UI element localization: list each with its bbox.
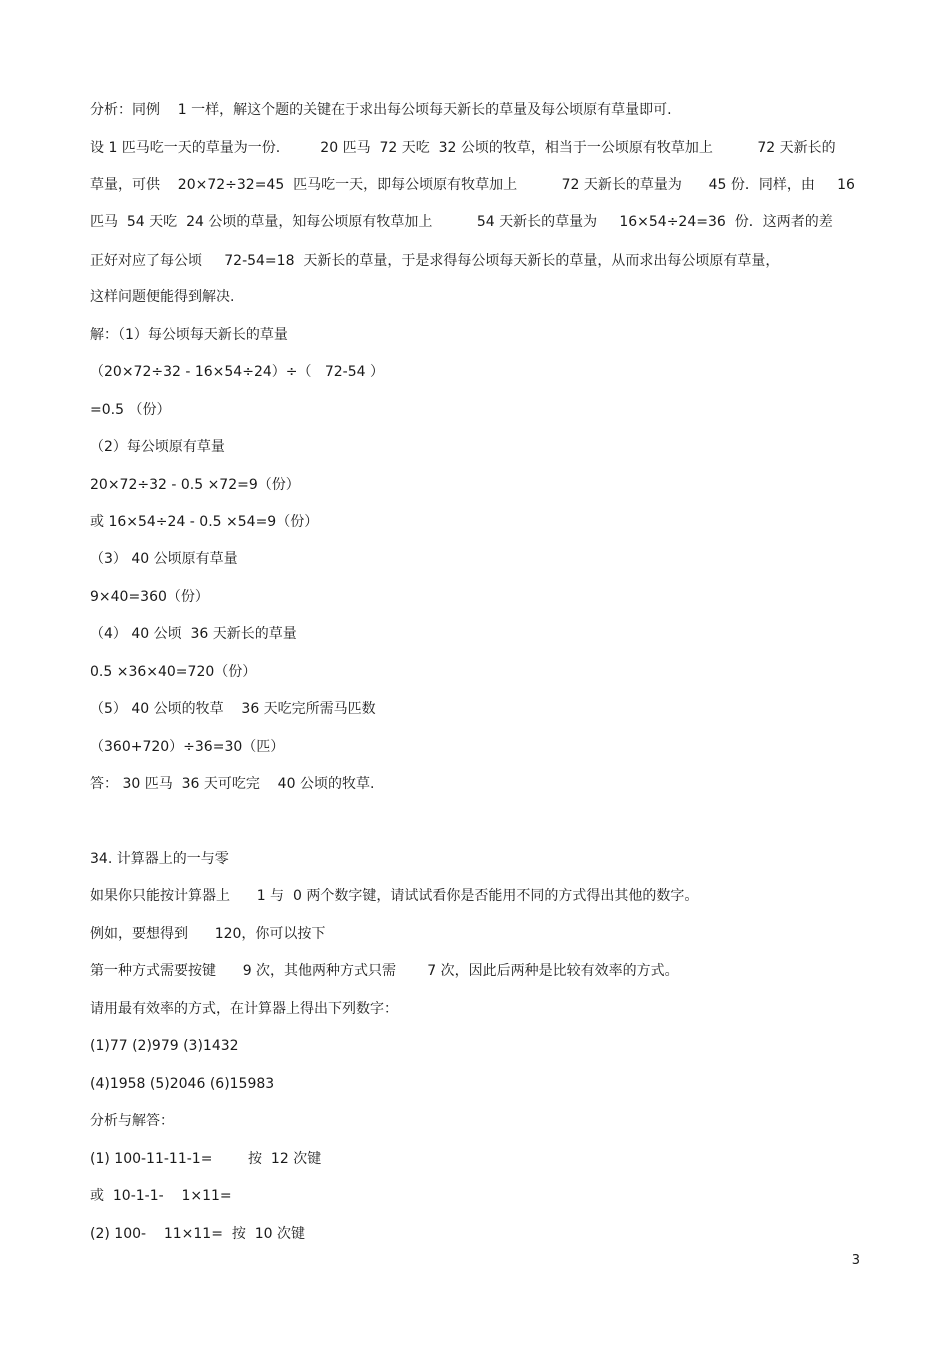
- problem-line: 分析与解答：: [90, 1113, 174, 1129]
- solution-line: （360+720）÷36=30（匹）: [90, 739, 285, 755]
- analysis-line: 正好对应了每公顷 72-54=18 天新长的草量，于是求得每公顷每天新长的草量，从而求出每公顷原有草量，: [90, 253, 780, 269]
- problem-line: 例如，要想得到 120，你可以按下: [90, 926, 326, 942]
- analysis-line: 分析：同例 1 一样，解这个题的关键在于求出每公顷每天新长的草量及每公顷原有草量即可.: [90, 102, 672, 118]
- solution-line: （5） 40 公顷的牧草 36 天吃完所需马匹数: [90, 701, 376, 717]
- analysis-line: 这样问题便能得到解决.: [90, 289, 235, 305]
- solution-line: （20×72÷32 - 16×54÷24）÷（ 72-54 ）: [90, 364, 384, 380]
- solution-line: （2）每公顷原有草量: [90, 439, 225, 455]
- solution-line: （4） 40 公顷 36 天新长的草量: [90, 626, 297, 642]
- solution-line: 0.5 ×36×40=720（份）: [90, 664, 257, 680]
- analysis-line: 草量，可供 20×72÷32=45 匹马吃一天，即每公顷原有牧草加上 72 天新长的草量为 45 份．同样，由 16: [90, 177, 855, 193]
- solution-line: 20×72÷32 - 0.5 ×72=9（份）: [90, 477, 300, 493]
- solution-line: （3） 40 公顷原有草量: [90, 551, 238, 567]
- problem-line: (2) 100- 11×11= 按 10 次键: [90, 1226, 306, 1242]
- problem-line: 请用最有效率的方式，在计算器上得出下列数字：: [90, 1001, 398, 1017]
- analysis-line: 设 1 匹马吃一天的草量为一份. 20 匹马 72 天吃 32 公顷的牧草，相当于一公顷原有牧草加上 72 天新长的: [90, 140, 836, 156]
- answer-line: 答： 30 匹马 36 天可吃完 40 公顷的牧草.: [90, 776, 375, 792]
- problem-title: 34. 计算器上的一与零: [90, 851, 229, 867]
- problem-line: (4)1958 (5)2046 (6)15983: [90, 1076, 275, 1092]
- solution-line: =0.5 （份）: [90, 402, 171, 418]
- problem-line: 或 10-1-1- 1×11=: [90, 1188, 232, 1204]
- solution-line: 或 16×54÷24 - 0.5 ×54=9（份）: [90, 514, 319, 530]
- solution-line: 解：（1）每公顷每天新长的草量: [90, 327, 288, 343]
- problem-line: (1) 100-11-11-1= 按 12 次键: [90, 1151, 322, 1167]
- solution-line: 9×40=360（份）: [90, 589, 209, 605]
- problem-line: 第一种方式需要按键 9 次，其他两种方式只需 7 次，因此后两种是比较有效率的方式。: [90, 963, 679, 979]
- problem-line: 如果你只能按计算器上 1 与 0 两个数字键，请试试看你是否能用不同的方式得出其他的数字。: [90, 888, 699, 904]
- analysis-line: 匹马 54 天吃 24 公顷的草量，知每公顷原有牧草加上 54 天新长的草量为 16×54÷24=36 份．这两者的差: [90, 214, 833, 230]
- page-number: 3: [851, 1253, 860, 1268]
- problem-line: (1)77 (2)979 (3)1432: [90, 1038, 239, 1054]
